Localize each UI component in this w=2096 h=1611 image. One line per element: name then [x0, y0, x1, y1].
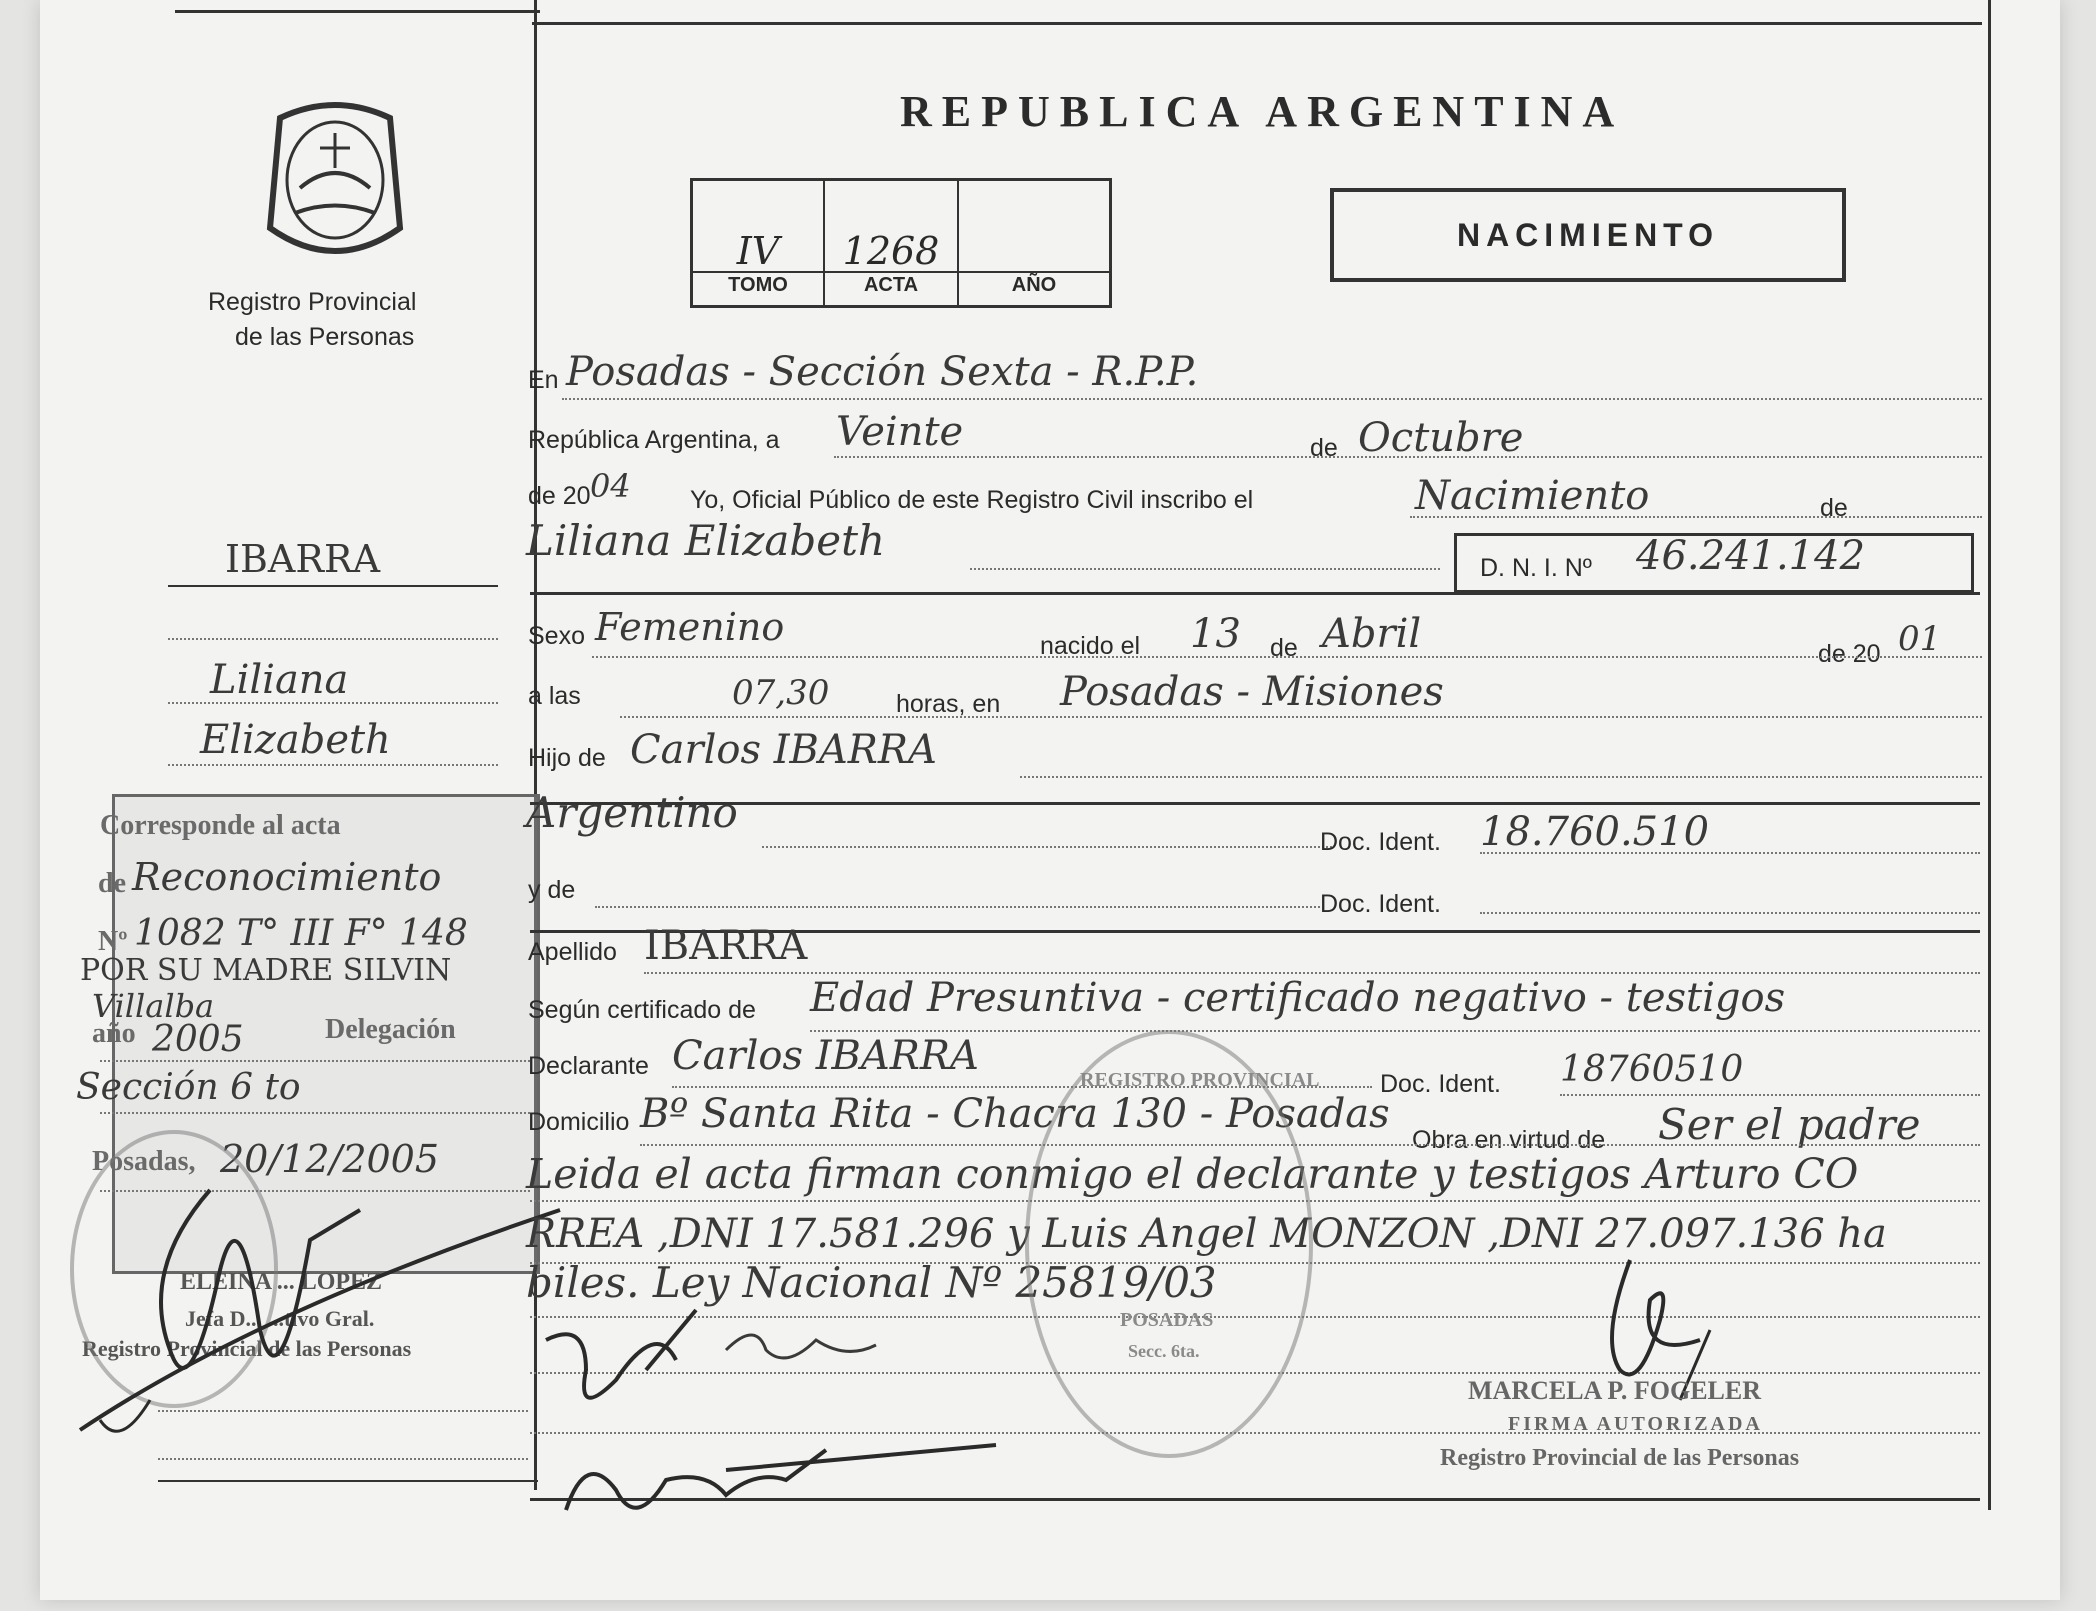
margin-note-acta-type: Reconocimiento	[132, 855, 442, 899]
top-rule-left	[175, 10, 540, 13]
margin-note-delegacion: Delegación	[325, 1014, 456, 1045]
domicilio-value: Bº Santa Rita - Chacra 130 - Posadas	[640, 1091, 1390, 1137]
de20-label-2: de 20	[1818, 640, 1881, 668]
obra-value: Ser el padre	[1658, 1100, 1921, 1149]
dni-label: D. N. I. Nº	[1480, 554, 1592, 582]
margin-note-villalba: Villalba	[92, 987, 215, 1025]
de-label-3: de	[1270, 634, 1298, 662]
row5-rule	[592, 656, 1982, 658]
row4-bottom-rule	[530, 592, 1980, 595]
doc-label-3: Doc. Ident.	[1380, 1070, 1501, 1098]
sexo-label: Sexo	[528, 622, 585, 650]
top-rule-right	[532, 22, 1982, 25]
margin-note-de-label: de	[98, 868, 126, 899]
tomo-cell	[693, 181, 825, 305]
lugar-value: Posadas - Sección Sexta - R.P.P.	[566, 349, 1199, 395]
horas-label: horas, en	[896, 690, 1001, 718]
tomo-label: TOMO	[728, 274, 788, 296]
certificado-value: Edad Presuntiva - certificado negativo - testigos	[810, 975, 1786, 1021]
declarante-value: Carlos IBARRA	[672, 1033, 979, 1079]
official-name: MARCELA P. FOGELER	[1468, 1376, 1762, 1405]
dia-value: Veinte	[836, 409, 964, 455]
yo-label: Yo, Oficial Público de este Registro Civil inscribo el	[690, 486, 1254, 514]
declarante-label: Declarante	[528, 1052, 649, 1080]
official-org: Registro Provincial de las Personas	[1440, 1445, 1800, 1471]
record-box-divider	[693, 271, 1109, 273]
official-title: FIRMA AUTORIZADA	[1508, 1413, 1763, 1435]
row3-rule	[1410, 516, 1982, 518]
margin-note-signer-name: ELEINA ... LOPEZ	[180, 1269, 383, 1295]
en-label: En	[528, 366, 559, 394]
anio-cell	[959, 181, 1109, 305]
margin-rule-2	[168, 638, 498, 640]
row8-rule	[762, 846, 1332, 848]
margin-note-madre: POR SU MADRE SILVIN	[80, 953, 452, 988]
row7-rule	[1020, 776, 1982, 778]
domicilio-label: Domicilio	[528, 1108, 630, 1136]
margin-name-2: Elizabeth	[200, 717, 391, 763]
margin-rule-5	[158, 1410, 528, 1412]
dni-value: 46.241.142	[1636, 533, 1866, 579]
alas-label: a las	[528, 682, 581, 710]
provincial-seal-icon	[260, 98, 410, 264]
center-seal-bottom: Secc. 6ta.	[1128, 1341, 1200, 1361]
row2-rule	[834, 456, 1982, 458]
sexo-value: Femenino	[595, 605, 785, 649]
nombre-value: Liliana Elizabeth	[526, 516, 886, 565]
padre-doc-value: 18.760.510	[1480, 809, 1710, 855]
margin-name-1: Liliana	[210, 657, 349, 703]
margin-note-line1: Corresponde al acta	[100, 810, 341, 841]
row1-rule	[562, 398, 1982, 400]
margin-signature-icon	[60, 1146, 580, 1450]
registry-name-line2: de las Personas	[235, 323, 415, 351]
lugar-nac-value: Posadas - Misiones	[1060, 669, 1444, 715]
margin-note-year: 2005	[152, 1019, 244, 1060]
row7-bottom-rule	[530, 802, 1980, 805]
margin-note-seccion: Sección 6 to	[76, 1067, 301, 1108]
margin-note-rule-2	[100, 1112, 530, 1114]
certificate-page	[40, 0, 2060, 1600]
official-signature-icon	[1580, 1240, 1760, 1440]
republica-label: República Argentina, a	[528, 426, 780, 454]
nac-mes-value: Abril	[1322, 611, 1422, 657]
record-box	[690, 178, 1112, 308]
document-title: REPUBLICA ARGENTINA	[900, 87, 1625, 136]
margin-note-signer-title: Jefa D... ...tivo Gral.	[185, 1306, 375, 1331]
texto-line-1: Leida el acta firman conmigo el declarante y testigos Arturo CO	[526, 1150, 1859, 1198]
right-border	[1988, 0, 1991, 1510]
row4-rule	[970, 568, 1440, 570]
mes-value: Octubre	[1358, 415, 1524, 461]
de-label-2: de	[1820, 494, 1848, 522]
margin-note-number: 1082 T° III F° 148	[134, 913, 468, 954]
texto-line-3: biles. Ley Nacional Nº 25819/03	[526, 1258, 1217, 1307]
margin-note-rule-1	[100, 1060, 530, 1062]
anio-label: AÑO	[1011, 274, 1057, 296]
acta-value: 1268	[842, 229, 940, 273]
margin-note-date: 20/12/2005	[220, 1137, 440, 1181]
registry-name-line1: Registro Provincial	[208, 288, 417, 316]
nacido-label: nacido el	[1040, 632, 1141, 660]
segun-label: Según certificado de	[528, 996, 756, 1024]
hijo-label: Hijo de	[528, 744, 606, 772]
nac-dia-value: 13	[1190, 611, 1241, 657]
doc-label: Doc. Ident.	[1320, 828, 1441, 856]
tomo-value: IV	[736, 229, 780, 273]
de20-label: de 20	[528, 482, 591, 510]
center-seal-icon	[1025, 1030, 1313, 1458]
center-seal-middle: POSADAS	[1120, 1309, 1214, 1331]
center-seal-top: REGISTRO PROVINCIAL	[1080, 1069, 1320, 1091]
witness-signatures-icon	[526, 1300, 1026, 1540]
nac-anio-value: 01	[1898, 619, 1942, 659]
apellido-value: IBARRA	[644, 923, 808, 969]
hora-value: 07,30	[732, 673, 830, 713]
margin-note-ano-label: año	[92, 1018, 136, 1049]
yde-label: y de	[528, 876, 576, 904]
acta-cell	[825, 181, 959, 305]
margin-rule-7	[158, 1480, 538, 1482]
texto-line-2: RREA ,DNI 17.581.296 y Luis Angel MONZON ,DNI 27.097.136 ha	[526, 1211, 1887, 1257]
row8-rule-2	[1480, 852, 1980, 854]
de-label: de	[1310, 434, 1338, 462]
margin-rule-1	[168, 585, 498, 587]
nacionalidad-value: Argentino	[526, 788, 738, 837]
margin-rule-4	[168, 764, 498, 766]
obra-label: Obra en virtud de	[1412, 1126, 1606, 1154]
margin-note-n-label: Nº	[98, 926, 128, 957]
margin-note-signer-org: Registro Provincial de las Personas	[82, 1336, 412, 1361]
row11-rule	[810, 1030, 1980, 1032]
margin-rule-6	[158, 1458, 528, 1460]
inscribo-value: Nacimiento	[1415, 473, 1650, 519]
row6-rule	[620, 716, 1982, 718]
margin-surname: IBARRA	[225, 537, 381, 581]
declarante-doc-value: 18760510	[1560, 1049, 1744, 1090]
doc-label-2: Doc. Ident.	[1320, 890, 1441, 918]
padre-value: Carlos IBARRA	[630, 727, 937, 773]
acta-label: ACTA	[863, 274, 919, 296]
margin-rule-3	[168, 702, 498, 704]
act-type-box: NACIMIENTO	[1330, 188, 1846, 282]
row12-rule-2	[1560, 1094, 1980, 1096]
row10-rule	[644, 972, 1980, 974]
apellido-label: Apellido	[528, 938, 617, 966]
margin-note-posadas-label: Posadas,	[92, 1146, 196, 1177]
row13-rule	[640, 1144, 1980, 1146]
row9-rule-2	[1480, 912, 1980, 914]
anio-value-form: 04	[590, 467, 631, 505]
row9-rule	[595, 906, 1320, 908]
